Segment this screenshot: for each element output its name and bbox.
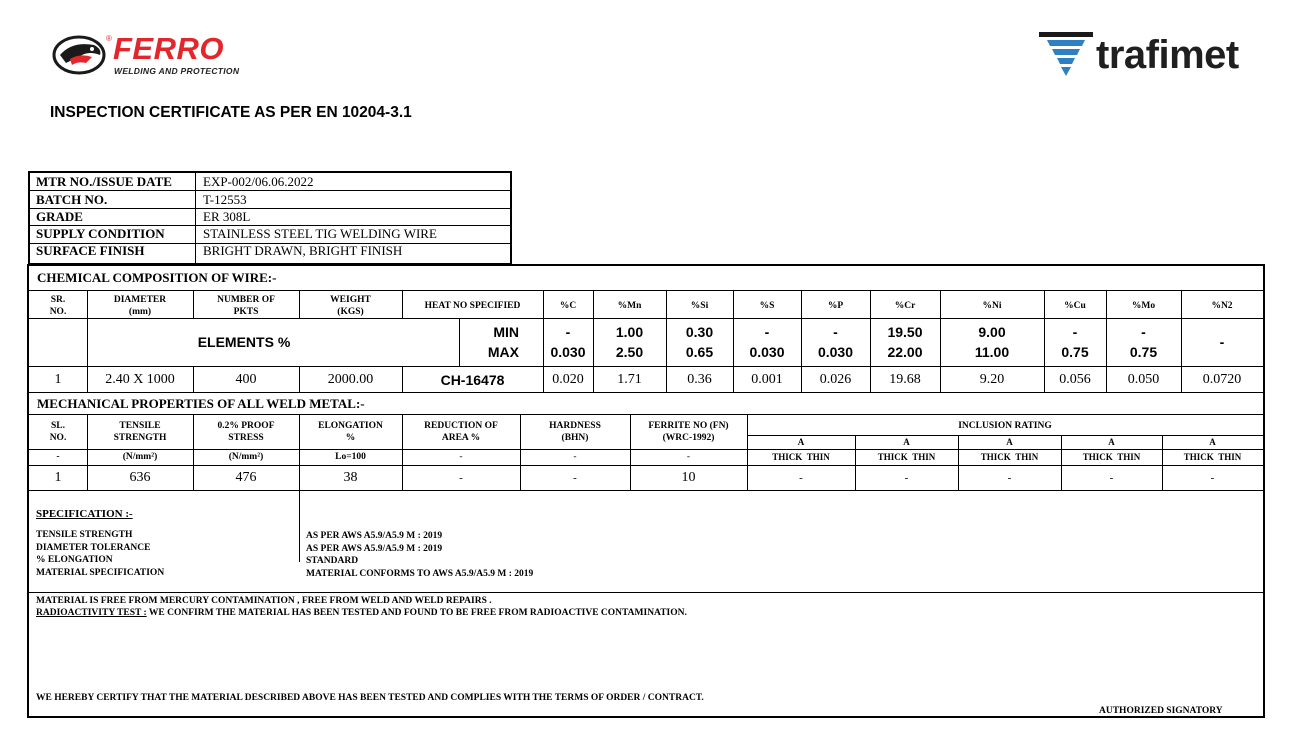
mech-header-proof: 0.2% PROOF STRESS: [217, 421, 275, 443]
unit-hardness: -: [573, 452, 577, 462]
mech-header-sl: SL. NO.: [49, 421, 67, 443]
inclusion-value: -: [904, 472, 909, 484]
unit-elongation: Lo=100: [335, 452, 366, 462]
inclusion-group-label: A: [1108, 437, 1115, 447]
chem-row-value: 0.020: [552, 372, 584, 387]
info-value: EXP-002/06.06.2022: [203, 174, 314, 189]
max-value: 22.00: [887, 344, 923, 360]
ferro-eagle-logo-icon: [52, 33, 108, 77]
mech-row-reduction: -: [459, 472, 463, 484]
inclusion-thick-thin: THICK THIN: [1082, 452, 1141, 462]
max-value: 0.030: [749, 344, 785, 360]
mech-row-sl: 1: [54, 470, 62, 485]
chem-row-value: 1.71: [617, 372, 642, 387]
max-value: 0.65: [685, 344, 714, 360]
inclusion-thick-thin: THICK THIN: [877, 452, 936, 462]
chem-row-pkts: 400: [235, 372, 257, 387]
ferro-tagline: WELDING AND PROTECTION: [114, 66, 240, 76]
mech-header-reduction: REDUCTION OF AREA %: [424, 421, 498, 443]
mech-header-elongation: ELONGATION %: [318, 421, 383, 443]
info-key: SUPPLY CONDITION: [36, 226, 165, 241]
chem-header-element: %Cr: [894, 301, 916, 311]
chem-header-element: %P: [827, 301, 844, 311]
unit-tensile: (N/mm²): [122, 452, 158, 462]
min-label: MIN: [493, 324, 519, 340]
mech-row-elongation: 38: [343, 470, 358, 485]
trafimet-brand: trafimet: [1096, 33, 1239, 77]
authorized-signatory: AUTHORIZED SIGNATORY: [1099, 706, 1223, 716]
info-value: ER 308L: [203, 209, 251, 224]
chem-row-sr: 1: [54, 372, 62, 387]
chem-header-diameter: DIAMETER (mm): [113, 295, 167, 317]
chem-row-weight: 2000.00: [327, 372, 374, 387]
chem-header-element: %C: [559, 301, 577, 311]
inclusion-group-label: A: [903, 437, 910, 447]
spec-label: MATERIAL SPECIFICATION: [36, 567, 165, 578]
inclusion-value: -: [1210, 472, 1215, 484]
certificate-title: INSPECTION CERTIFICATE AS PER EN 10204-3.1: [50, 104, 412, 121]
info-row-mtr: [30, 173, 510, 190]
chem-header-element: %Mo: [1131, 301, 1156, 311]
chem-section-title: CHEMICAL COMPOSITION OF WIRE:-: [37, 270, 277, 285]
spec-title: SPECIFICATION :-: [36, 508, 133, 520]
chem-header-weight: WEIGHT (KGS): [330, 295, 371, 317]
info-key: MTR NO./ISSUE DATE: [36, 174, 172, 189]
max-value: 11.00: [974, 344, 1010, 360]
info-row-grade: [30, 208, 510, 225]
spec-label: DIAMETER TOLERANCE: [36, 542, 151, 553]
chem-row-value: 0.056: [1059, 372, 1091, 387]
unit-ferrite: -: [686, 452, 691, 462]
spec-value: AS PER AWS A5.9/A5.9 M : 2019: [306, 543, 443, 554]
min-value: 19.50: [887, 324, 923, 340]
max-value: 0.030: [550, 344, 586, 360]
registered-mark: ®: [106, 34, 112, 43]
chem-header-element: %Mn: [617, 301, 642, 311]
inclusion-value: -: [1007, 472, 1012, 484]
certification-statement: WE HEREBY CERTIFY THAT THE MATERIAL DESCRIBED ABOVE HAS BEEN TESTED AND COMPLIES WITH THE TERMS OF ORDER / CONTRACT.: [36, 693, 704, 703]
chem-row-value: 0.050: [1127, 372, 1160, 387]
chem-header-pkts: NUMBER OF PKTS: [217, 295, 275, 317]
unit-reduction: -: [459, 452, 463, 462]
min-value: -: [764, 324, 770, 340]
chem-header-element: %Cu: [1064, 301, 1086, 311]
max-value: 0.75: [1129, 344, 1158, 360]
info-value: STAINLESS STEEL TIG WELDING WIRE: [203, 226, 437, 241]
mech-row-tensile: 636: [129, 470, 151, 485]
spec-label: TENSILE STRENGTH: [36, 530, 133, 540]
n2-range: -: [1219, 334, 1225, 350]
chem-header-element: %N2: [1211, 301, 1233, 311]
max-value: 0.75: [1061, 344, 1089, 360]
mech-row-hardness: -: [573, 472, 577, 484]
info-table: [28, 171, 512, 265]
spec-value: AS PER AWS A5.9/A5.9 M : 2019: [306, 531, 443, 541]
inclusion-thick-thin: THICK THIN: [772, 452, 830, 462]
info-row-supply: [30, 225, 510, 242]
min-value: -: [1072, 324, 1078, 340]
chem-row-value: 0.0720: [1202, 372, 1242, 387]
inclusion-value: -: [1109, 472, 1114, 484]
mech-header-ferrite: FERRITE NO (FN) (WRC-1992): [648, 421, 729, 443]
chem-row-diameter: 2.40 X 1000: [105, 372, 175, 387]
info-key: GRADE: [36, 209, 83, 224]
min-value: 1.00: [615, 324, 644, 340]
info-value: BRIGHT DRAWN, BRIGHT FINISH: [203, 243, 403, 258]
info-row-batch: [30, 191, 510, 208]
certificate-body: [27, 264, 1265, 718]
mech-header-inclusion: INCLUSION RATING: [958, 421, 1052, 431]
ferro-brand: FERRO: [113, 31, 224, 66]
inclusion-thick-thin: THICK THIN: [1183, 452, 1242, 462]
info-key: BATCH NO.: [36, 192, 108, 207]
mech-row-proof: 476: [235, 470, 257, 485]
elements-percent-label: ELEMENTS %: [197, 334, 291, 350]
unit-sl: -: [56, 452, 60, 462]
min-value: 0.30: [685, 324, 714, 340]
chem-header-sr: SR. NO.: [49, 295, 67, 317]
chem-row-heat-no: CH-16478: [440, 372, 505, 388]
min-value: 9.00: [978, 324, 1006, 340]
trafimet-funnel-logo-icon: [1039, 32, 1093, 78]
inclusion-thick-thin: THICK THIN: [980, 452, 1039, 462]
chem-row-value: 19.68: [889, 372, 921, 387]
min-value: -: [565, 324, 571, 340]
chem-row-value: 0.001: [751, 372, 783, 387]
mech-header-hardness: HARDNESS (BHN): [549, 421, 601, 443]
radioactivity-note: RADIOACTIVITY TEST : WE CONFIRM THE MATERIAL HAS BEEN TESTED AND FOUND TO BE FREE FROM RADIOACTIVE CONTAMINATION.: [36, 608, 687, 618]
chem-header-heat: HEAT NO SPECIFIED: [424, 301, 521, 311]
chem-header-element: %Ni: [982, 301, 1002, 311]
chem-row-value: 9.20: [979, 372, 1005, 387]
max-label: MAX: [487, 344, 519, 360]
spec-labels: [36, 529, 164, 579]
mech-row-ferrite: 10: [681, 470, 696, 485]
spec-value: MATERIAL CONFORMS TO AWS A5.9/A5.9 M : 2019: [306, 568, 534, 579]
spec-values: [306, 530, 533, 580]
info-key: SURFACE FINISH: [36, 243, 145, 258]
inclusion-group-label: A: [1006, 437, 1013, 447]
min-value: -: [1141, 324, 1146, 340]
info-row-surface: [30, 242, 510, 259]
inclusion-group-label: A: [1209, 437, 1216, 447]
mech-section-title: MECHANICAL PROPERTIES OF ALL WELD METAL:-: [37, 396, 365, 411]
chem-header-element: %S: [759, 301, 775, 311]
inclusion-value: -: [799, 472, 803, 484]
chem-row-value: 0.36: [687, 372, 712, 387]
mech-header-tensile: TENSILE STRENGTH: [113, 421, 167, 443]
unit-proof: (N/mm²): [228, 452, 264, 462]
info-value: T-12553: [203, 192, 247, 207]
max-value: 0.030: [817, 344, 854, 360]
mercury-note: MATERIAL IS FREE FROM MERCURY CONTAMINATION , FREE FROM WELD AND WELD REPAIRS .: [36, 596, 492, 606]
min-value: -: [833, 324, 838, 340]
chem-header-element: %Si: [690, 301, 709, 311]
inclusion-group-label: A: [797, 437, 805, 447]
spec-value: STANDARD: [306, 556, 359, 566]
spec-label: % ELONGATION: [36, 555, 113, 565]
max-value: 2.50: [615, 344, 644, 360]
chem-row-value: 0.026: [819, 372, 852, 387]
